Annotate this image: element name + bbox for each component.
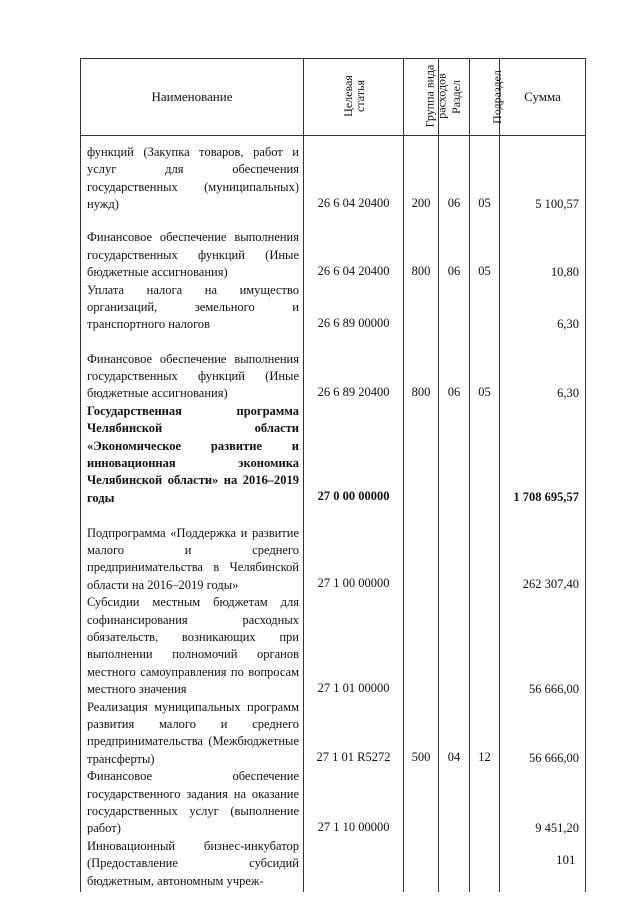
row-section: [439, 282, 470, 334]
table-row: [81, 594, 586, 698]
table-row: [81, 403, 586, 507]
row-target: 27 1 00 00000: [304, 507, 404, 594]
row-name: функций (Закупка товаров, работ и услуг для обеспечения государственных (муниципальных) нужд): [81, 136, 304, 214]
row-subsection: [470, 282, 500, 334]
header-section-label: Раздел: [448, 80, 463, 114]
row-section: [439, 594, 470, 698]
table-row: [81, 507, 586, 594]
row-subsection: [470, 507, 500, 594]
table-row: [81, 334, 586, 403]
table-row: [81, 768, 586, 838]
row-group: [404, 594, 439, 698]
row-name: Финансовое обеспечение выполнения государственных функций (Иные бюджетные ассигнования): [81, 334, 304, 403]
budget-table: [80, 58, 586, 892]
row-name: Уплата налога на имущество организаций, земельного и транспортного налогов: [81, 282, 304, 334]
row-name: Финансовое обеспечение выполнения государственных функций (Иные бюджетные ассигнования): [81, 214, 304, 282]
row-target: 27 1 10 00000: [304, 768, 404, 838]
row-subsection: [470, 838, 500, 892]
row-sum: 56 666,00: [500, 699, 586, 769]
row-name: Инновационный бизнес-инкубатор (Предоставление субсидий бюджетным, автономным учреж-: [81, 838, 304, 892]
row-subsection: 05: [470, 334, 500, 403]
row-name: Подпрограмма «Поддержка и развитие малого и среднего предпринимательства в Челябинской области на 2016–2019 годы»: [81, 507, 304, 594]
row-group: [404, 282, 439, 334]
row-group: 800: [404, 214, 439, 282]
row-group: [404, 838, 439, 892]
row-sum: 262 307,40: [500, 507, 586, 594]
row-group: [404, 768, 439, 838]
header-target-line1: Целевая: [340, 75, 355, 117]
row-sum: 6,30: [500, 282, 586, 334]
row-name: Реализация муниципальных программ развития малого и среднего предпринимательства (Межбюджетные трансферты): [81, 699, 304, 769]
table-row: [81, 838, 586, 892]
row-section: 06: [439, 334, 470, 403]
table-row: [81, 136, 586, 214]
header-target: [304, 59, 404, 136]
row-subsection: 05: [470, 136, 500, 214]
row-section: 06: [439, 136, 470, 214]
row-name: Государственная программа Челябинской области «Экономическое развитие и инновационная экономика Челябинской области» на 2016–2019 годы: [81, 403, 304, 507]
row-target: 27 1 01 R5272: [304, 699, 404, 769]
row-section: [439, 838, 470, 892]
table-row: [81, 214, 586, 282]
row-sum: 10,80: [500, 214, 586, 282]
row-subsection: [470, 594, 500, 698]
row-subsection: [470, 768, 500, 838]
table-row: [81, 282, 586, 334]
row-group: 200: [404, 136, 439, 214]
table-header: [81, 59, 586, 136]
row-target: [304, 838, 404, 892]
header-group-line2: расходов: [434, 73, 449, 119]
row-name: Субсидии местным бюджетам для софинансирования расходных обязательств, возникающих при выполнении полномочий органов местного самоуправления по вопросам местного значения: [81, 594, 304, 698]
row-sum: 56 666,00: [500, 594, 586, 698]
row-sum: 9 451,20: [500, 768, 586, 838]
row-subsection: 12: [470, 699, 500, 769]
row-section: [439, 403, 470, 507]
row-sum: 5 100,57: [500, 136, 586, 214]
row-target: 27 1 01 00000: [304, 594, 404, 698]
row-group: 500: [404, 699, 439, 769]
page-number: 101: [556, 852, 576, 867]
row-subsection: [470, 403, 500, 507]
row-target: 26 6 04 20400: [304, 214, 404, 282]
row-name: Финансовое обеспечение государственного задания на оказание государственных услуг (выполнение работ): [81, 768, 304, 838]
header-target-line2: статья: [352, 80, 367, 112]
header-group-line1: Группа вида: [422, 64, 437, 128]
row-sum: 1 708 695,57: [500, 403, 586, 507]
header-group: [404, 59, 449, 136]
header-subsection: [470, 59, 504, 136]
row-sum: 6,30: [500, 334, 586, 403]
row-group: [404, 403, 439, 507]
row-section: 06: [439, 214, 470, 282]
row-group: [404, 507, 439, 594]
row-target: 26 6 89 00000: [304, 282, 404, 334]
row-target: 26 6 89 20400: [304, 334, 404, 403]
row-section: 04: [439, 699, 470, 769]
row-target: 27 0 00 00000: [304, 403, 404, 507]
row-section: [439, 768, 470, 838]
row-group: 800: [404, 334, 439, 403]
header-name: Наименование: [81, 59, 304, 136]
table-row: [81, 699, 586, 769]
row-subsection: 05: [470, 214, 500, 282]
header-subsection-label: Подраздел: [489, 70, 504, 124]
row-section: [439, 507, 470, 594]
row-target: 26 6 04 20400: [304, 136, 404, 214]
header-sum: Сумма: [500, 59, 586, 136]
